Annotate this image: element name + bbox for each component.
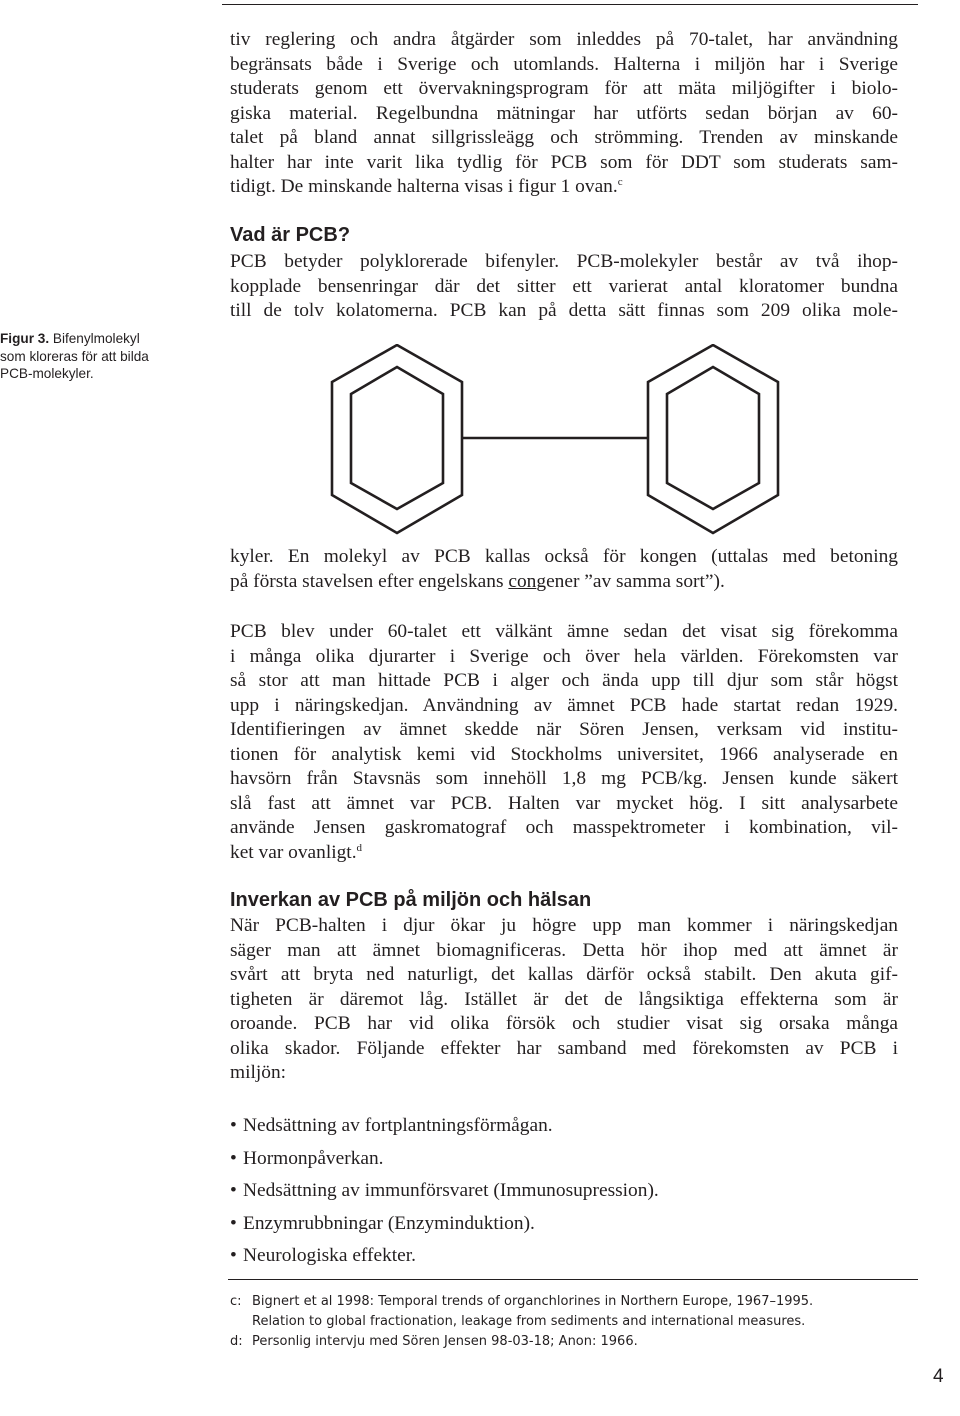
footnote-label: c: bbox=[230, 1294, 242, 1309]
what-is-pcb-paragraph bbox=[230, 250, 898, 324]
bullet-icon: • bbox=[230, 1245, 237, 1266]
text-line: talet på bland annat sillgrissleägg och strömming. Trenden av minskande bbox=[230, 127, 898, 148]
list-item-text: Enzymrubbningar (Enzyminduktion). bbox=[243, 1212, 535, 1234]
text-line: svårt att bryta ned naturligt, det kallas därför också stabilt. Den akuta gif- bbox=[230, 964, 898, 985]
footnote-label: d: bbox=[230, 1334, 243, 1349]
text-line: Identifieringen av ämnet skedde när Sören Jensen, verksam vid institu- bbox=[230, 719, 898, 740]
text-line: använde Jensen gaskromatograf och masspektrometer i kombination, vil- bbox=[230, 817, 898, 838]
text-line: PCB betyder polyklorerade bifenyler. PCB-molekyler består av två ihop- bbox=[230, 251, 898, 272]
text-line: till de tolv kolatomerna. PCB kan på detta sätt finnas som 209 olika mole- bbox=[230, 300, 898, 321]
footnote-ref-c: c bbox=[617, 176, 623, 188]
figure-label: Figur 3. bbox=[0, 331, 50, 346]
text-line: tigheten är däremot låg. Istället är det de långsiktiga effekterna som är bbox=[230, 988, 898, 1010]
list-item-text: Hormonpåverkan. bbox=[243, 1147, 384, 1169]
bullet-icon: • bbox=[230, 1115, 237, 1136]
top-rule bbox=[222, 4, 918, 5]
text-line: säger man att ämnet biomagnificeras. Detta hör ihop med att ämnet är bbox=[230, 939, 898, 961]
list-item bbox=[230, 1110, 659, 1143]
caption-line: som kloreras för att bilda bbox=[0, 348, 149, 364]
footnote-text: Personlig intervju med Sören Jensen 98-03-18; Anon: 1966. bbox=[252, 1334, 638, 1349]
list-item bbox=[230, 1143, 659, 1176]
continuation-paragraph bbox=[230, 545, 898, 594]
text-line: begränsats både i Sverige och utomlands. Halterna i miljön har i Sverige bbox=[230, 53, 898, 75]
list-item-text: Nedsättning av fortplantningsförmågan. bbox=[243, 1115, 553, 1136]
text-fragment: gener ”av samma sort”). bbox=[536, 570, 725, 592]
text-line: studerats genom ett övervakningsprogram för att mäta miljögifter i biolo- bbox=[230, 78, 898, 99]
text-line: kyler. En molekyl av PCB kallas också för kongen (uttalas med betoning bbox=[230, 546, 898, 567]
text-line: så stor att man hittade PCB i alger och ända upp till djur som står högst bbox=[230, 670, 898, 691]
text-line: När PCB-halten i djur ökar ju högre upp man kommer i näringskedjan bbox=[230, 915, 898, 936]
text-line: slå fast att ämnet var PCB. Halten var mycket hög. I sitt analysarbete bbox=[230, 792, 898, 814]
list-item-text: Nedsättning av immunförsvaret (Immunosupression). bbox=[243, 1180, 659, 1201]
bullet-icon: • bbox=[230, 1147, 237, 1169]
caption-line: PCB-molekyler. bbox=[0, 366, 94, 381]
list-item-text: Neurologiska effekter. bbox=[243, 1245, 417, 1266]
biphenyl-molecule-figure bbox=[330, 344, 780, 536]
impact-paragraph bbox=[230, 914, 898, 1086]
text-line: halter har inte varit lika tydlig för PCB som för DDT som studerats sam- bbox=[230, 151, 898, 173]
effects-list bbox=[230, 1110, 659, 1273]
text-line: havsörn från Stavsnäs som innehöll 1,8 mg PCB/kg. Jensen kunde säkert bbox=[230, 768, 898, 789]
list-item bbox=[230, 1240, 659, 1273]
benzene-ring-right bbox=[648, 345, 778, 533]
list-item bbox=[230, 1175, 659, 1208]
history-paragraph bbox=[230, 620, 898, 865]
caption-line: Bifenylmolekyl bbox=[52, 331, 140, 346]
text-line: i många olika djurarter i Sverige och över hela världen. Förekomsten var bbox=[230, 645, 898, 667]
benzene-ring-left bbox=[332, 345, 462, 533]
bullet-icon: • bbox=[230, 1180, 237, 1201]
text-line: PCB blev under 60-talet ett välkänt ämne sedan det visat sig förekomma bbox=[230, 621, 898, 642]
text-line-last: miljön: bbox=[230, 1062, 287, 1083]
text-line: oroande. PCB har vid olika försök och studier visat sig orsaka många bbox=[230, 1013, 898, 1034]
footnote-text: Bignert et al 1998: Temporal trends of organchlorines in Northern Europe, 1967–1995. bbox=[252, 1294, 814, 1309]
list-item bbox=[230, 1208, 659, 1241]
text-line: tionen för analytisk kemi vid Stockholms universitet, 1966 analyserade en bbox=[230, 743, 898, 765]
text-line: olika skador. Följande effekter har samband med förekomsten av PCB i bbox=[230, 1037, 898, 1059]
footnote-ref-d: d bbox=[356, 841, 363, 854]
intro-paragraph bbox=[230, 28, 898, 200]
footnote-c bbox=[230, 1292, 813, 1332]
text-line: kopplade bensenringar där det sitter ett varierat antal kloratomer bundna bbox=[230, 275, 898, 297]
footnote-text: Relation to global fractionation, leakage from sediments and international measures. bbox=[252, 1314, 806, 1329]
figure-caption bbox=[0, 330, 200, 383]
section-heading-impact: Inverkan av PCB på miljön och hälsan bbox=[230, 889, 592, 911]
underlined-text: con bbox=[508, 570, 537, 592]
bullet-icon: • bbox=[230, 1212, 237, 1234]
text-line-last bbox=[230, 570, 898, 595]
footnote-d bbox=[230, 1332, 638, 1352]
text-line: tiv reglering och andra åtgärder som inleddes på 70-talet, har användning bbox=[230, 29, 898, 50]
page-number: 4 bbox=[933, 1366, 944, 1387]
text-fragment: ket var ovanligt. bbox=[230, 841, 357, 863]
text-line: giska material. Regelbundna mätningar har utförts sedan början av 60- bbox=[230, 102, 898, 124]
section-heading-what-is-pcb: Vad är PCB? bbox=[230, 224, 351, 246]
text-fragment: på första stavelsen efter engelskans bbox=[230, 570, 509, 592]
text-line: upp i näringskedjan. Användning av ämnet PCB hade startat redan 1929. bbox=[230, 694, 898, 716]
text-line-last bbox=[230, 841, 898, 866]
footnote-rule bbox=[228, 1279, 918, 1280]
text-fragment: tidigt. De minskande halterna visas i figur 1 ovan. bbox=[230, 176, 618, 197]
text-line-last bbox=[230, 175, 898, 200]
